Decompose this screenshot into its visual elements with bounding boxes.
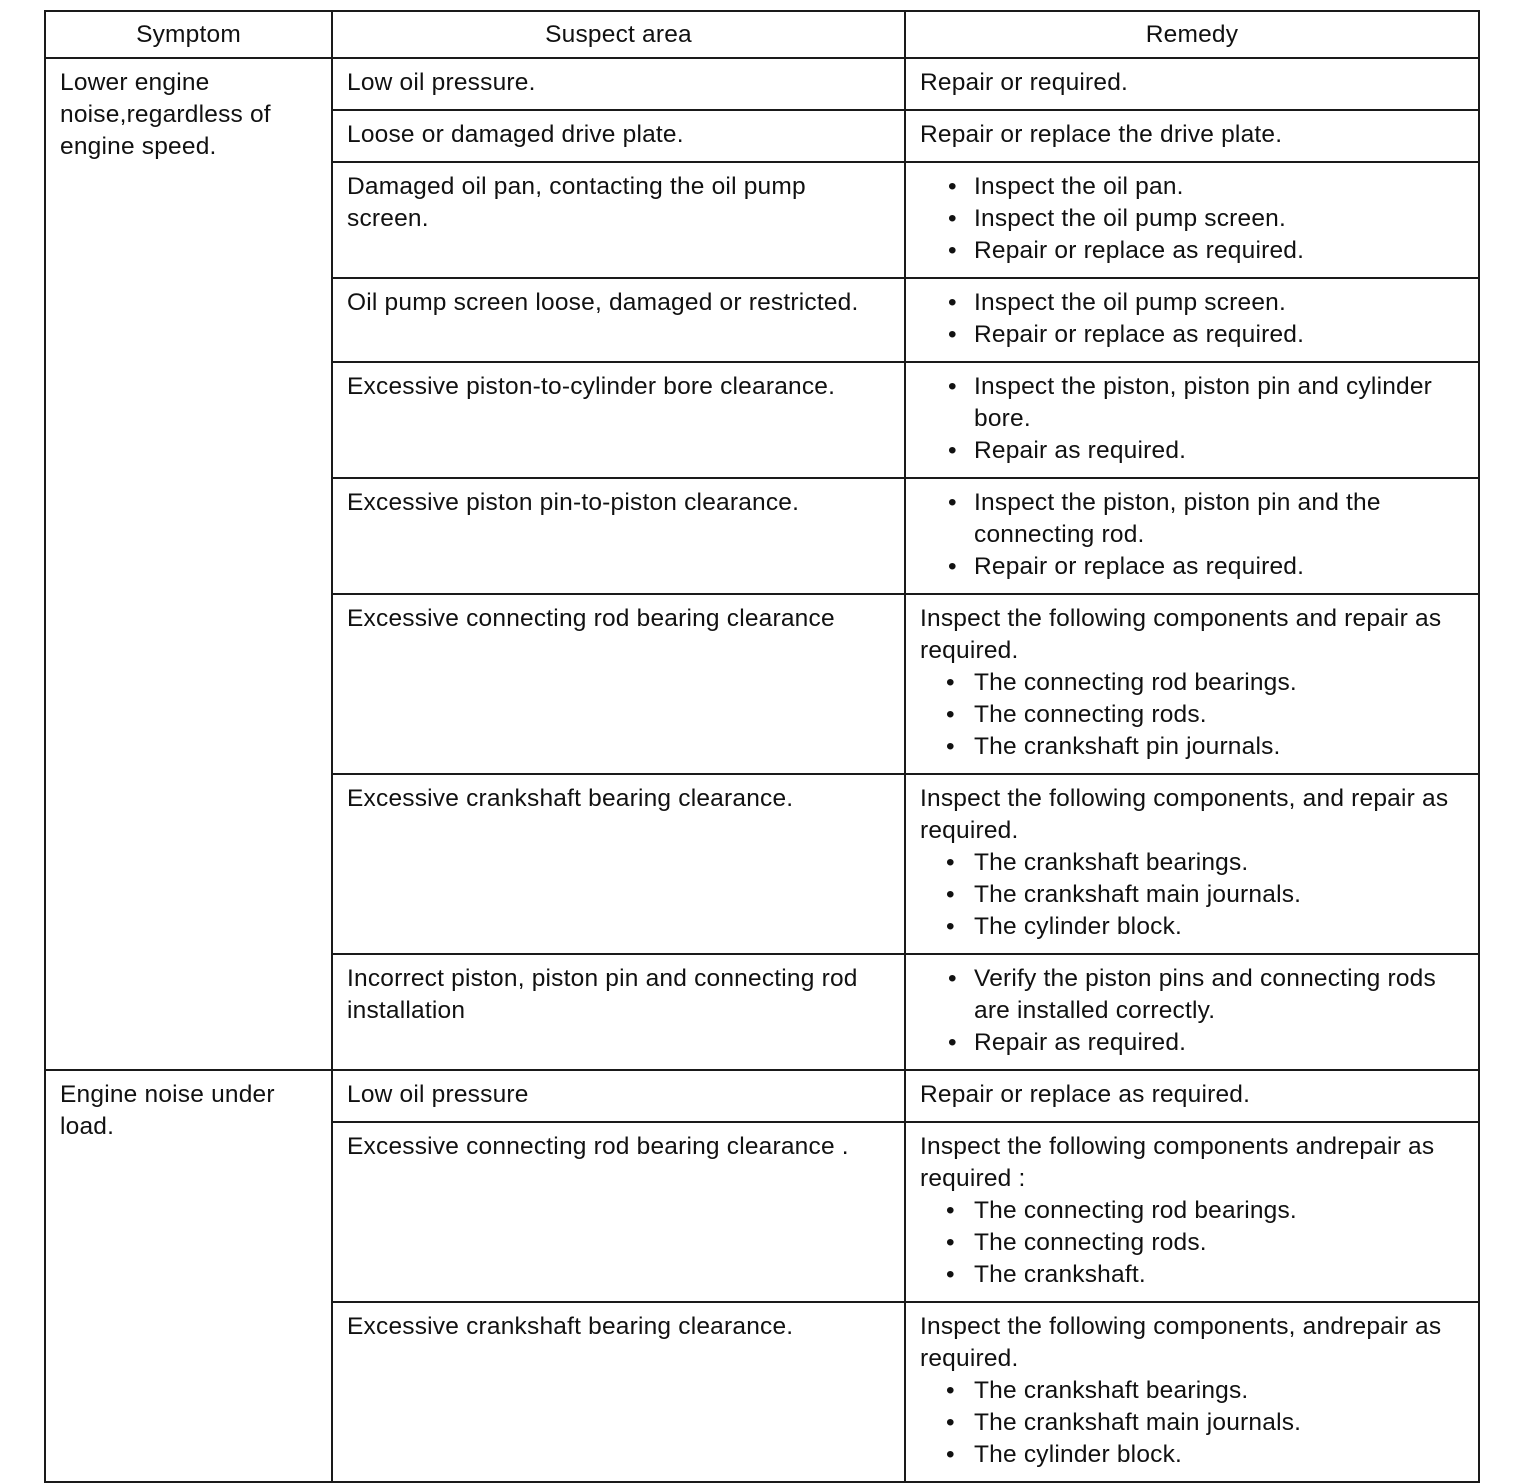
- remedy-bullet-item: • The crankshaft.: [920, 1259, 1466, 1291]
- remedy-text: Inspect the following components, and repair as required.: [920, 785, 1449, 844]
- suspect-area-cell: Excessive crankshaft bearing clearance.: [332, 774, 905, 954]
- remedy-bullet-item: • Repair or replace as required.: [920, 551, 1466, 583]
- remedy-bullet-item: • Inspect the piston, piston pin and the connecting rod.: [920, 487, 1466, 551]
- suspect-area-cell: Low oil pressure: [332, 1070, 905, 1122]
- remedy-bullet-item: • Inspect the oil pump screen.: [920, 203, 1466, 235]
- remedy-text: Inspect the following components and repair as required.: [920, 605, 1442, 664]
- remedy-bullet-item: • Inspect the oil pan.: [920, 171, 1466, 203]
- remedy-text: Repair or required.: [920, 69, 1129, 96]
- remedy-cell: [905, 58, 1479, 110]
- remedy-bullet-item: • The crankshaft main journals.: [920, 1407, 1466, 1439]
- remedy-bullet-item: • The crankshaft bearings.: [920, 847, 1466, 879]
- suspect-area-cell: Excessive piston pin-to-piston clearance.: [332, 478, 905, 594]
- remedy-bullet-list: [920, 371, 1466, 467]
- remedy-bullet-item: • The connecting rods.: [920, 1227, 1466, 1259]
- remedy-bullet-item: • The cylinder block.: [920, 911, 1466, 943]
- remedy-cell: [905, 478, 1479, 594]
- suspect-area-cell: Excessive crankshaft bearing clearance.: [332, 1302, 905, 1482]
- header-remedy: Remedy: [905, 11, 1479, 58]
- remedy-bullet-item: • The connecting rod bearings.: [920, 667, 1466, 699]
- remedy-cell: [905, 1122, 1479, 1302]
- symptom-cell: Lower engine noise,regardless of engine speed.: [45, 58, 332, 1070]
- remedy-bullet-item: • The cylinder block.: [920, 1439, 1466, 1471]
- remedy-text: Inspect the following components, andrepair as required.: [920, 1313, 1442, 1372]
- header-row: [45, 11, 1479, 58]
- remedy-cell: [905, 110, 1479, 162]
- header-symptom: Symptom: [45, 11, 332, 58]
- suspect-area-cell: Damaged oil pan, contacting the oil pump screen.: [332, 162, 905, 278]
- suspect-area-cell: Loose or damaged drive plate.: [332, 110, 905, 162]
- remedy-cell: [905, 278, 1479, 362]
- remedy-bullet-list: [920, 287, 1466, 351]
- remedy-bullet-item: • Verify the piston pins and connecting rods are installed correctly.: [920, 963, 1466, 1027]
- remedy-bullet-item: • Inspect the oil pump screen.: [920, 287, 1466, 319]
- remedy-bullet-list: [920, 171, 1466, 267]
- suspect-area-cell: Low oil pressure.: [332, 58, 905, 110]
- remedy-bullet-list: [920, 487, 1466, 583]
- symptom-cell: Engine noise under load.: [45, 1070, 332, 1482]
- remedy-bullet-item: • The crankshaft main journals.: [920, 879, 1466, 911]
- diagnosis-table: [44, 10, 1480, 1483]
- remedy-cell: [905, 1070, 1479, 1122]
- remedy-bullet-list: [920, 963, 1466, 1059]
- remedy-text: Inspect the following components andrepair as required :: [920, 1133, 1435, 1192]
- remedy-cell: [905, 774, 1479, 954]
- remedy-bullet-item: • Repair as required.: [920, 1027, 1466, 1059]
- remedy-bullet-item: • The connecting rod bearings.: [920, 1195, 1466, 1227]
- remedy-text: Repair or replace as required.: [920, 1081, 1251, 1108]
- remedy-bullet-item: • Repair or replace as required.: [920, 235, 1466, 267]
- remedy-bullet-list: [920, 667, 1466, 763]
- remedy-bullet-item: • The crankshaft bearings.: [920, 1375, 1466, 1407]
- table-body: [45, 58, 1479, 1482]
- header-suspect-area: Suspect area: [332, 11, 905, 58]
- remedy-bullet-list: [920, 1375, 1466, 1471]
- remedy-text: Repair or replace the drive plate.: [920, 121, 1283, 148]
- suspect-area-cell: Incorrect piston, piston pin and connecting rod installation: [332, 954, 905, 1070]
- table-row: [45, 58, 1479, 110]
- remedy-cell: [905, 954, 1479, 1070]
- remedy-bullet-list: [920, 847, 1466, 943]
- remedy-bullet-item: • The connecting rods.: [920, 699, 1466, 731]
- suspect-area-cell: Oil pump screen loose, damaged or restricted.: [332, 278, 905, 362]
- remedy-bullet-item: • Repair or replace as required.: [920, 319, 1466, 351]
- remedy-cell: [905, 162, 1479, 278]
- remedy-bullet-item: • Repair as required.: [920, 435, 1466, 467]
- remedy-cell: [905, 362, 1479, 478]
- remedy-bullet-list: [920, 1195, 1466, 1291]
- remedy-bullet-item: • Inspect the piston, piston pin and cylinder bore.: [920, 371, 1466, 435]
- remedy-cell: [905, 594, 1479, 774]
- suspect-area-cell: Excessive piston-to-cylinder bore clearance.: [332, 362, 905, 478]
- table-row: [45, 1070, 1479, 1122]
- remedy-cell: [905, 1302, 1479, 1482]
- suspect-area-cell: Excessive connecting rod bearing clearance .: [332, 1122, 905, 1302]
- remedy-bullet-item: • The crankshaft pin journals.: [920, 731, 1466, 763]
- suspect-area-cell: Excessive connecting rod bearing clearance: [332, 594, 905, 774]
